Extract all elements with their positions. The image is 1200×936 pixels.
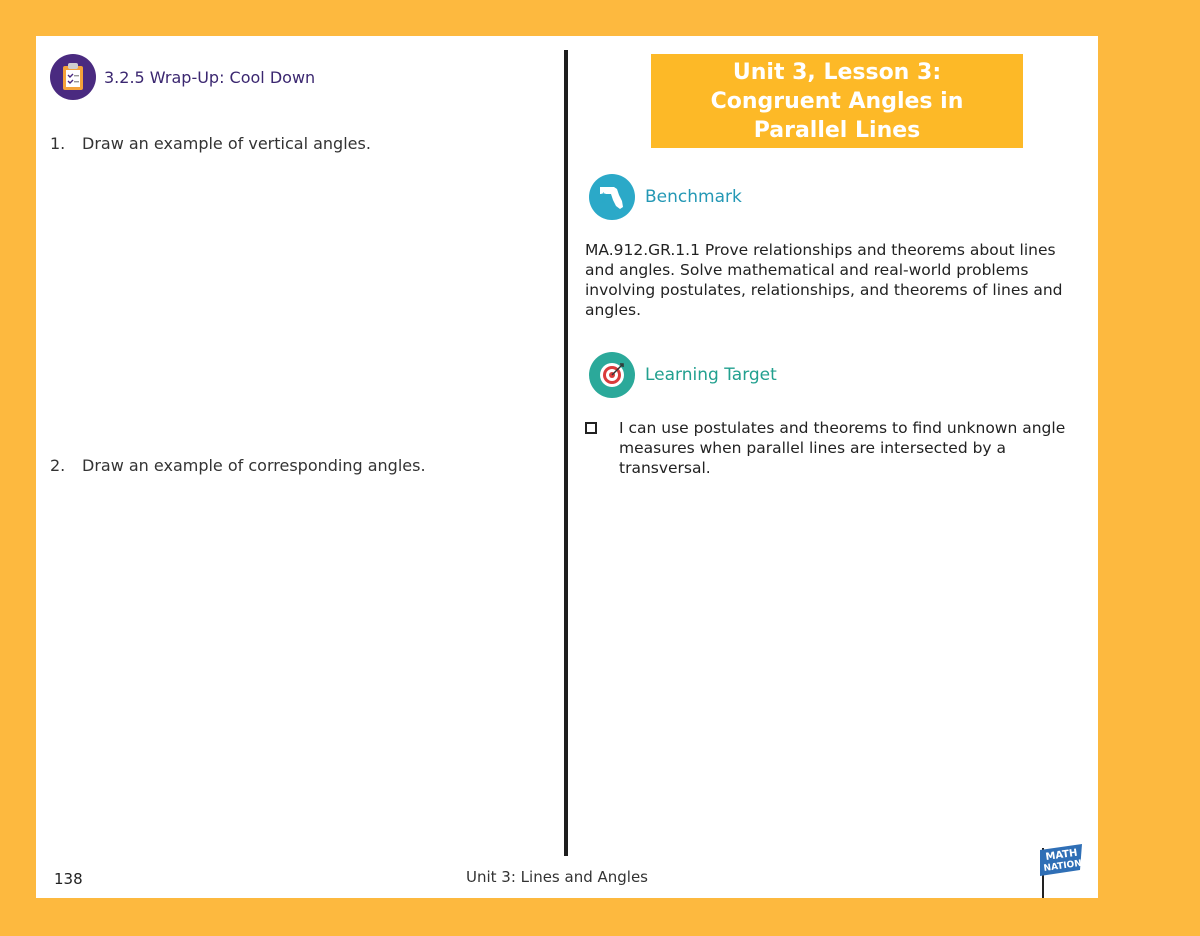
footer-unit-label: Unit 3: Lines and Angles: [466, 868, 648, 886]
question-number: 1.: [50, 134, 66, 153]
lesson-title-line: Congruent Angles in: [710, 88, 964, 114]
florida-math-icon: [589, 174, 635, 220]
svg-text:NATION: NATION: [1043, 858, 1083, 874]
svg-text:+ -: + -: [601, 191, 611, 198]
lesson-title-line: Unit 3, Lesson 3:: [732, 59, 942, 85]
math-nation-logo: [1032, 840, 1090, 898]
benchmark-heading: Benchmark: [645, 187, 742, 207]
svg-text:MATH: MATH: [1044, 847, 1079, 863]
benchmark-text: MA.912.GR.1.1 Prove relationships and theorems about lines and angles. Solve mathematical and real-world problems involving postulates, relationships, and theorems of lines and angles.: [585, 241, 1063, 319]
question-1: [50, 134, 371, 153]
lesson-title: [651, 54, 1023, 148]
question-2: [50, 456, 426, 475]
page-number: 138: [54, 870, 83, 888]
lesson-title-line: Parallel Lines: [753, 117, 921, 143]
target-checkbox[interactable]: [585, 422, 597, 434]
question-text: Draw an example of vertical angles.: [82, 134, 371, 153]
svg-text:× ÷: × ÷: [601, 198, 613, 205]
learning-target-header: [589, 352, 777, 398]
clipboard-checklist-icon: [50, 54, 96, 100]
section-title: 3.2.5 Wrap-Up: Cool Down: [104, 67, 316, 87]
question-text: Draw an example of corresponding angles.: [82, 456, 426, 475]
benchmark-header: [589, 174, 742, 220]
workbook-page: [36, 36, 1098, 898]
column-divider: [564, 50, 568, 856]
learning-target-text: I can use postulates and theorems to find unknown angle measures when parallel lines are intersected by a transversal.: [619, 419, 1066, 477]
learning-target-heading: Learning Target: [645, 365, 777, 385]
cool-down-header: [50, 54, 315, 100]
target-icon: [589, 352, 635, 398]
question-number: 2.: [50, 456, 66, 475]
learning-target-item: [585, 418, 1085, 478]
